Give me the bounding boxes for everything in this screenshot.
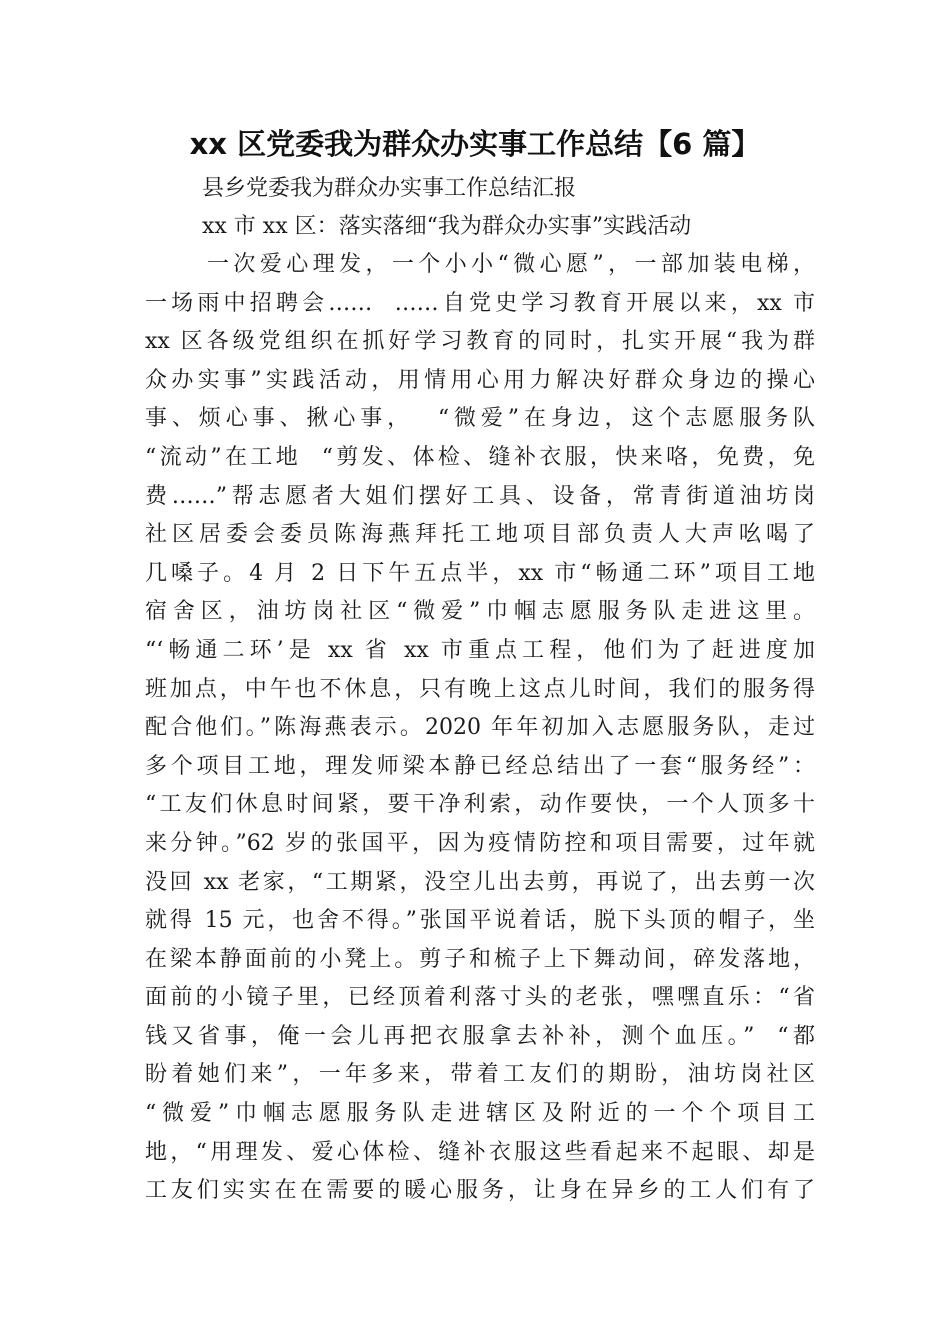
body-line: 盼着她们来”，一年多来，带着工友们的期盼，油坊岗社区	[145, 1062, 815, 1088]
section-heading: xx 市 xx 区：落实落细“我为群众办实事”实践活动	[202, 214, 692, 239]
body-line: 宿舍区，油坊岗社区“微爱”巾帼志愿服务队走进这里。	[145, 599, 815, 625]
body-line: 工友们实实在在需要的暖心服务，让身在异乡的工人们有了	[145, 1178, 815, 1204]
body-line: 就得 15 元，也舍不得。”张国平说着话，脱下头顶的帽子，坐	[145, 908, 815, 934]
body-line: 班加点，中午也不休息，只有晚上这点儿时间，我们的服务得	[145, 676, 815, 702]
body-line: 地，“用理发、爱心体检、缝补衣服这些看起来不起眼、却是	[145, 1139, 815, 1165]
body-text	[145, 246, 815, 1211]
document-title: xx 区党委我为群众办实事工作总结【6 篇】	[189, 127, 761, 161]
body-line: 社区居委会委员陈海燕拜托工地项目部负责人大声吆喝了	[145, 522, 815, 548]
body-line: “工友们休息时间紧，要干净利索，动作要快，一个人顶多十	[145, 792, 815, 818]
body-line: 几嗓子。4 月 2 日下午五点半，xx 市“畅通二环”项目工地	[145, 560, 815, 586]
body-line: “‘畅通二环’是 xx 省 xx 市重点工程，他们为了赶进度加	[145, 637, 815, 663]
body-line: 配合他们。”陈海燕表示。2020 年年初加入志愿服务队，走过	[145, 715, 815, 741]
body-line: 钱又省事，俺一会儿再把衣服拿去补补，测个血压。” “都	[145, 1023, 815, 1049]
body-line: xx 区各级党组织在抓好学习教育的同时，扎实开展“我为群	[145, 329, 815, 355]
body-line: 多个项目工地，理发师梁本静已经总结出了一套“服务经”：	[145, 753, 815, 779]
body-line: 费……”帮志愿者大姐们摆好工具、设备，常青街道油坊岗	[145, 483, 815, 509]
body-line: 来分钟。”62 岁的张国平，因为疫情防控和项目需要，过年就	[145, 830, 815, 856]
body-line: 一场雨中招聘会…… ……自党史学习教育开展以来，xx 市	[145, 290, 815, 316]
body-line: 没回 xx 老家，“工期紧，没空儿出去剪，再说了，出去剪一次	[145, 869, 815, 895]
body-line: “流动”在工地 “剪发、体检、缝补衣服，快来咯，免费，免	[145, 444, 815, 470]
body-line: 一次爱心理发，一个小小“微心愿”，一部加装电梯，	[207, 252, 815, 277]
body-line: 在梁本静面前的小凳上。剪子和梳子上下舞动间，碎发落地，	[145, 946, 815, 972]
document-subtitle: 县乡党委我为群众办实事工作总结汇报	[202, 176, 577, 201]
body-line: 众办实事”实践活动，用情用心用力解决好群众身边的操心	[145, 367, 815, 393]
body-line: 事、烦心事、揪心事， “微爱”在身边，这个志愿服务队	[145, 406, 815, 432]
body-line: 面前的小镜子里，已经顶着利落寸头的老张，嘿嘿直乐：“省	[145, 985, 815, 1011]
body-line: “微爱”巾帼志愿服务队走进辖区及附近的一个个项目工	[145, 1101, 815, 1127]
